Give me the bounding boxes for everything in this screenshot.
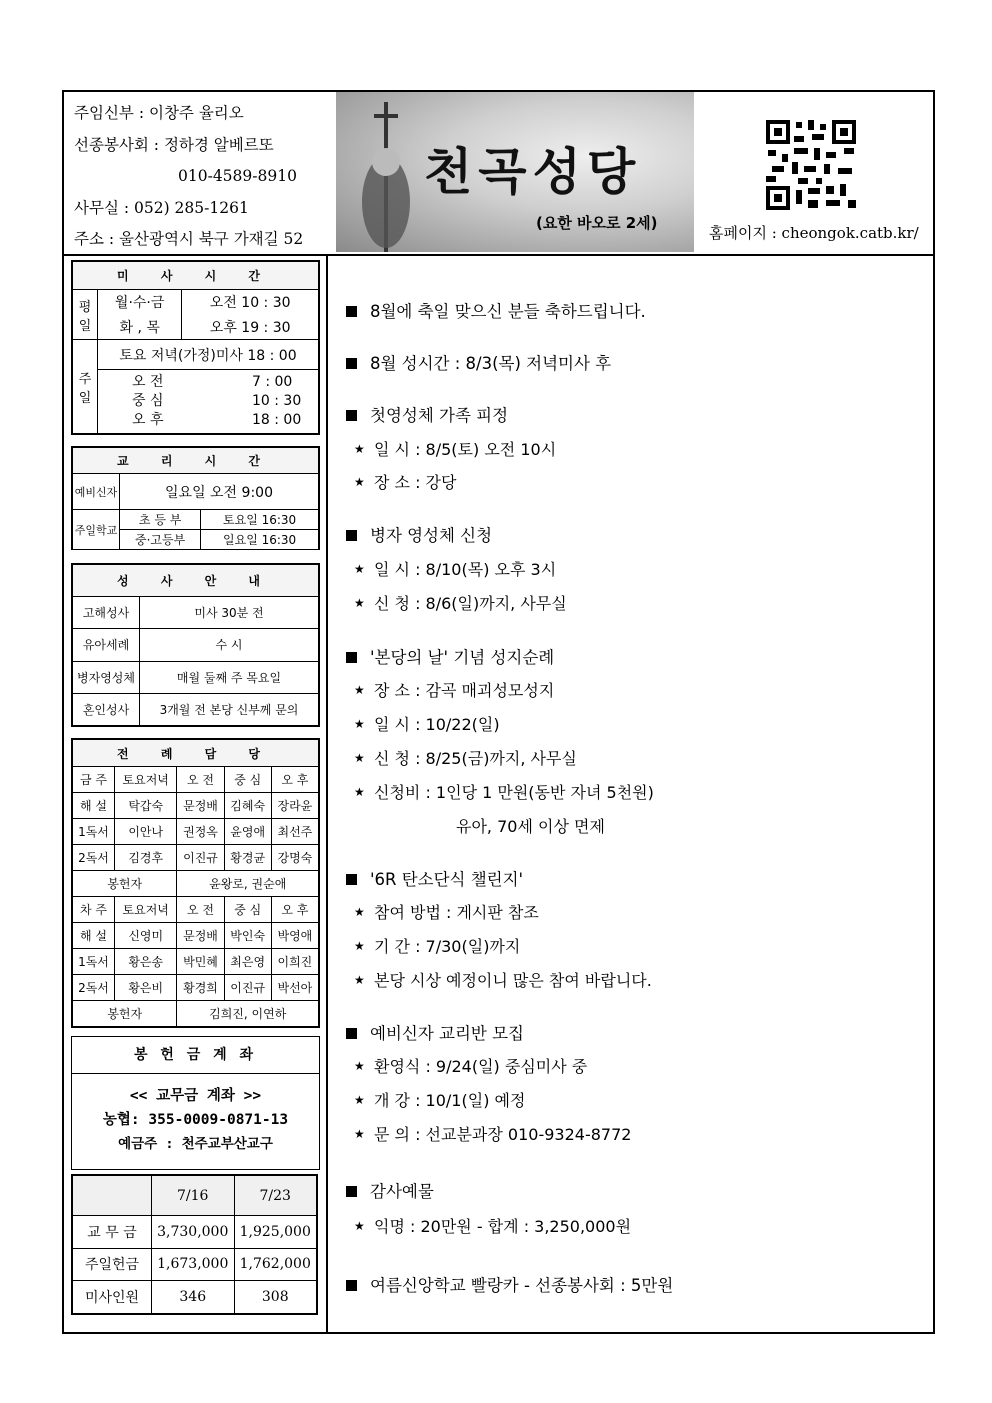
week1-offering-label: 봉헌자 [73,871,177,897]
finance-val-1-1: 3,730,000 [152,1216,235,1249]
notice-5: '본당의 날' 기념 성지순례 [346,644,554,668]
church-name: 천곡성당 [424,143,642,201]
week2-r0-c0: 해 설 [73,923,115,949]
week1-offering: 윤왕로, 권순애 [177,871,319,897]
notice-3: 첫영성체 가족 피정 [346,402,508,426]
notice-8a: ★ 익명 : 20만원 - 합계 : 3,250,000원 [354,1217,632,1236]
star-bullet-icon: ★ [354,1093,365,1107]
star-bullet-icon: ★ [354,562,365,576]
notice-3b: ★ 장 소 : 강당 [354,473,457,492]
finance-corner [73,1176,152,1216]
sacrament-value-2: 수 시 [140,629,319,661]
notice-5c: ★ 신 청 : 8/25(금)까지, 사무실 [354,749,577,768]
star-bullet-icon: ★ [354,442,365,456]
finance-label-2: 주일헌금 [73,1248,152,1281]
notice-9: 여름신앙학교 빨랑카 - 선종봉사회 : 5만원 [346,1272,673,1296]
sunday-row-3: 오 후 18 : 00 [132,412,302,428]
week1-header-2: 오 전 [177,767,224,793]
star-bullet-icon: ★ [354,475,365,489]
finance-date-1: 7/16 [152,1176,235,1216]
week1-r0-c4: 장라윤 [271,793,318,819]
week2-r1-c4: 이희진 [271,949,318,975]
finance-val-3-2: 308 [234,1281,317,1314]
star-bullet-icon: ★ [354,1127,365,1141]
week1-r0-c2: 문정배 [177,793,224,819]
star-bullet-icon: ★ [354,973,365,987]
weekday-days-2: 화 , 목 [98,315,182,340]
week2-header-4: 오 후 [271,897,318,923]
patron-saint: (요한 바오로 2세) [536,214,658,232]
weekday-days-1: 월·수·금 [98,290,182,315]
square-bullet-icon [346,530,357,541]
school-name-1: 초 등 부 [120,510,201,530]
school-name-2: 중·고등부 [120,530,201,550]
week2-r0-c4: 박영애 [271,923,318,949]
square-bullet-icon [346,1028,357,1039]
star-bullet-icon: ★ [354,683,365,697]
finance-val-2-1: 1,673,000 [152,1248,235,1281]
week2-r2-c2: 황경희 [177,975,224,1001]
square-bullet-icon [346,1186,357,1197]
address: 주소 : 울산광역시 북구 가재길 52 [74,230,304,248]
catechumen-label: 예비신자 [73,474,120,510]
sacraments-title: 성 사 안 내 [73,565,319,597]
notice-5d: ★ 신청비 : 1인당 1 만원(동반 자녀 5천원) [354,783,654,802]
week2-r2-c3: 이진규 [224,975,271,1001]
week2-r1-c0: 1독서 [73,949,115,975]
church-banner [336,92,694,252]
week2-header-0: 차 주 [73,897,115,923]
finance-val-3-1: 346 [152,1281,235,1314]
week1-header-0: 금 주 [73,767,115,793]
star-bullet-icon: ★ [354,751,365,765]
square-bullet-icon [346,306,357,317]
liturgy-box [71,738,320,1028]
liturgy-title: 전 례 담 당 [73,740,319,767]
notice-1: 8월에 축일 맞으신 분들 축하드립니다. [346,298,646,322]
square-bullet-icon [346,652,357,663]
header [64,92,933,256]
council-phone: 010-4589-8910 [178,167,297,185]
week1-r1-c2: 권정옥 [177,819,224,845]
square-bullet-icon [346,874,357,885]
cross-staff-icon [356,92,416,252]
saturday-mass: 토요 저녁(가정)미사 18 : 00 [98,340,319,370]
week1-header-3: 중 심 [224,767,271,793]
notice-3a: ★ 일 시 : 8/5(토) 오전 10시 [354,440,557,459]
week2-r2-c1: 황은비 [114,975,176,1001]
notice-5e: 유아, 70세 이상 면제 [456,817,605,836]
sunday-row-2: 중 심 10 : 30 [132,393,302,409]
finance-label-3: 미사인원 [73,1281,152,1314]
homepage-link[interactable]: 홈페이지 : cheongok.catb.kr/ [709,224,919,242]
notice-5b: ★ 일 시 : 10/22(일) [354,715,500,734]
week2-r0-c1: 신영미 [114,923,176,949]
school-time-2: 일요일 16:30 [201,530,319,550]
sacrament-name-3: 병자영성체 [73,661,140,693]
square-bullet-icon [346,410,357,421]
week2-header-2: 오 전 [177,897,224,923]
school-time-1: 토요일 16:30 [201,510,319,530]
week2-offering-label: 봉헌자 [73,1001,177,1027]
mass-schedule-title: 미 사 시 간 [73,262,319,290]
finance-box [71,1174,318,1315]
week1-r2-c0: 2독서 [73,845,115,871]
notice-8: 감사예물 [346,1178,434,1202]
account-line-2: 농협: 355-0009-0871-13 [102,1112,289,1128]
week1-r2-c3: 황경균 [224,845,271,871]
week2-r2-c0: 2독서 [73,975,115,1001]
week2-r1-c1: 황은송 [114,949,176,975]
sunday-row-1: 오 전 7 : 00 [132,374,293,390]
notice-2: 8월 성시간 : 8/3(목) 저녁미사 후 [346,350,611,374]
column-divider [326,254,328,1334]
council: 선종봉사회 : 정하경 알베르또 [74,135,274,154]
week1-r1-c1: 이안나 [114,819,176,845]
week2-r1-c2: 박민혜 [177,949,224,975]
week1-r0-c3: 김혜숙 [224,793,271,819]
church-info [74,98,303,256]
notice-6b: ★ 기 간 : 7/30(일)까지 [354,937,521,956]
account-line-1: << 교무금 계좌 >> [129,1088,262,1104]
office-phone: 사무실 : 052) 285-1261 [74,198,249,217]
qr-code-icon [764,118,858,212]
week1-r2-c2: 이진규 [177,845,224,871]
sacrament-name-1: 고해성사 [73,597,140,629]
week2-header-3: 중 심 [224,897,271,923]
sunday-label: 주일 [73,340,98,434]
week1-r0-c0: 해 설 [73,793,115,819]
star-bullet-icon: ★ [354,905,365,919]
notice-6: '6R 탄소단식 챌린지' [346,866,523,890]
weekday-time-2: 오후 19 : 30 [182,315,319,340]
week1-r1-c4: 최선주 [271,819,318,845]
week2-offering: 김희진, 이연하 [177,1001,319,1027]
catechism-box [71,446,320,550]
star-bullet-icon: ★ [354,1219,365,1233]
square-bullet-icon [346,358,357,369]
week2-r2-c4: 박선아 [271,975,318,1001]
week1-header-1: 토요저녁 [114,767,176,793]
finance-val-1-2: 1,925,000 [234,1216,317,1249]
notice-4a: ★ 일 시 : 8/10(목) 오후 3시 [354,560,557,579]
finance-date-2: 7/23 [234,1176,317,1216]
sacraments-box [71,563,320,727]
sacrament-value-3: 매월 둘째 주 목요일 [140,661,319,693]
notice-6c: ★ 본당 시상 예정이니 많은 참여 바랍니다. [354,971,652,990]
week2-header-1: 토요저녁 [114,897,176,923]
sacrament-value-1: 미사 30분 전 [140,597,319,629]
account-title: 봉 헌 금 계 좌 [72,1037,319,1074]
account-box [71,1036,320,1170]
week1-r2-c4: 강명숙 [271,845,318,871]
notice-4b: ★ 신 청 : 8/6(일)까지, 사무실 [354,594,567,613]
week1-header-4: 오 후 [271,767,318,793]
sunday-school-label: 주일학교 [73,510,120,550]
sacrament-name-2: 유아세례 [73,629,140,661]
week2-r0-c3: 박인숙 [224,923,271,949]
star-bullet-icon: ★ [354,1059,365,1073]
notice-7: 예비신자 교리반 모집 [346,1020,524,1044]
notice-5a: ★ 장 소 : 감곡 매괴성모성지 [354,681,555,700]
star-bullet-icon: ★ [354,717,365,731]
week1-r2-c1: 김경후 [114,845,176,871]
week1-r1-c0: 1독서 [73,819,115,845]
catechumen-time: 일요일 오전 9:00 [120,474,319,510]
mass-schedule-box [71,260,320,435]
pastor: 주임신부 : 이창주 율리오 [74,104,244,122]
week1-r1-c3: 윤영애 [224,819,271,845]
sacrament-value-4: 3개월 전 본당 신부께 문의 [140,693,319,725]
star-bullet-icon: ★ [354,785,365,799]
week1-r0-c1: 탁갑숙 [114,793,176,819]
week2-r0-c2: 문정배 [177,923,224,949]
notice-7a: ★ 환영식 : 9/24(일) 중심미사 중 [354,1057,588,1076]
weekday-time-1: 오전 10 : 30 [182,290,319,315]
account-line-3: 예금주 : 천주교부산교구 [118,1136,273,1152]
finance-label-1: 교 무 금 [73,1216,152,1249]
star-bullet-icon: ★ [354,939,365,953]
notice-4: 병자 영성체 신청 [346,522,492,546]
bulletin-frame [62,90,935,1334]
weekday-label: 평일 [73,290,98,340]
finance-val-2-2: 1,762,000 [234,1248,317,1281]
square-bullet-icon [346,1280,357,1291]
sacrament-name-4: 혼인성사 [73,693,140,725]
catechism-title: 교 리 시 간 [73,448,319,474]
notice-7c: ★ 문 의 : 선교분과장 010-9324-8772 [354,1125,632,1144]
week2-r1-c3: 최은영 [224,949,271,975]
star-bullet-icon: ★ [354,596,365,610]
notice-7b: ★ 개 강 : 10/1(일) 예정 [354,1091,526,1110]
notice-6a: ★ 참여 방법 : 게시판 참조 [354,903,539,922]
